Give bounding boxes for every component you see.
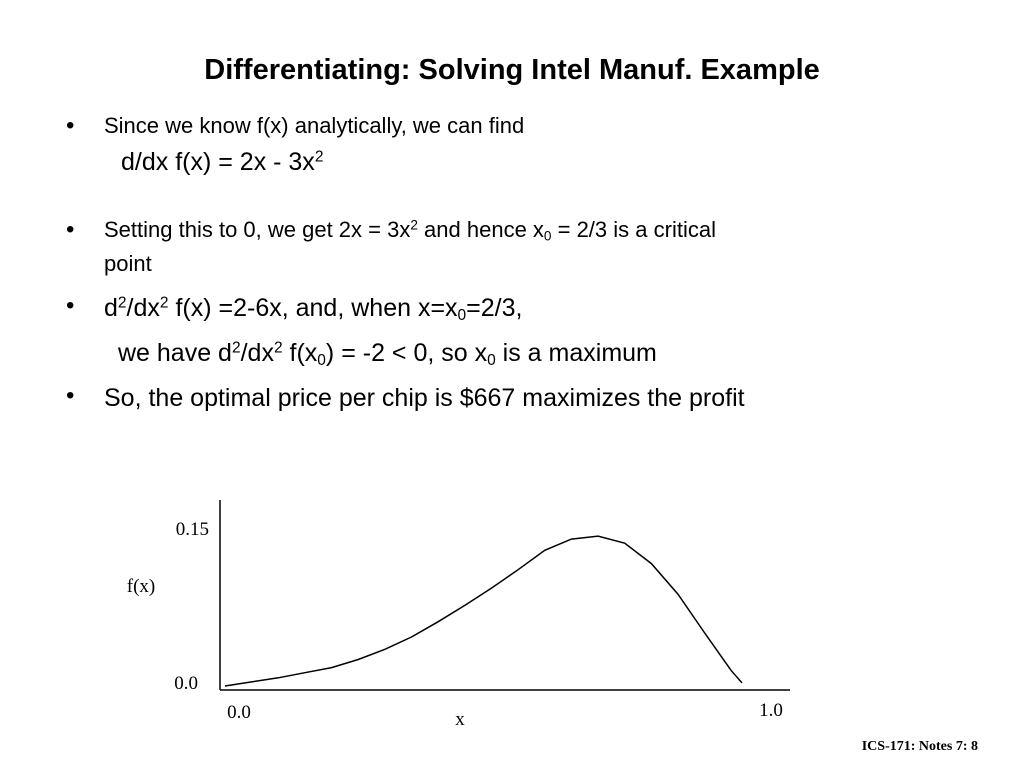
- y-tick-label: 0.15: [175, 519, 209, 540]
- x-axis-label: x: [455, 709, 465, 730]
- x-tick-label: 1.0: [759, 700, 783, 721]
- bullet-marker: •: [66, 216, 75, 243]
- bullet-marker: •: [66, 112, 75, 139]
- y-axis-label: f(x): [126, 576, 156, 597]
- bullet4-text: So, the optimal price per chip is $667 maximizes the profit: [104, 384, 745, 412]
- y-tick-label: 0.0: [174, 673, 198, 694]
- bullet1-derivative: d/dx $f(x) = 2x - 3x^2$: [121, 148, 324, 176]
- x-tick-label: 0.0: [227, 702, 251, 723]
- bullet2-line1: Setting this to 0, we get $2x = 3x^2$ and hence $x_0 = 2/3$ is a critical: [104, 217, 716, 244]
- bullet3-line1: $d^2/dx^2$ f(x) =2-6x, and, when $x=x_0=2/3$,: [104, 294, 523, 324]
- bullet-marker: •: [66, 292, 75, 319]
- series-line: [225, 536, 742, 686]
- bullet1-line1: Since we know f(x) analytically, we can find: [104, 113, 525, 138]
- bullet-marker: •: [66, 382, 75, 409]
- bullet2-line2: point: [104, 251, 152, 276]
- footer-slide-number: ICS-171: Notes 7: 8: [861, 739, 978, 754]
- bullet3-line2: we have $d^2/dx^2$ $f(x_0) = -2 < 0$, so $x_0$ is a maximum: [118, 339, 657, 369]
- slide-title: Differentiating: Solving Intel Manuf. Example: [204, 54, 820, 86]
